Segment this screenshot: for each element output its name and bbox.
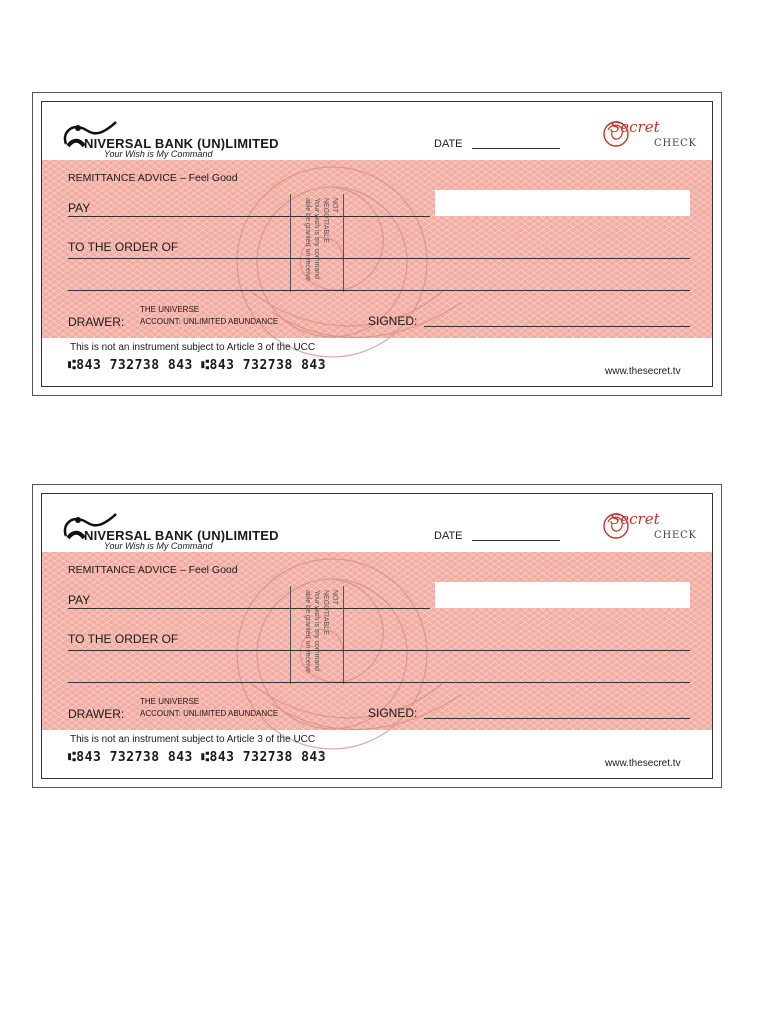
nn-line-3: Your wish is my command [313,590,320,672]
nn-line-1: NOT [331,590,338,605]
bank-name: NIVERSAL BANK (UN)LIMITED [84,136,279,151]
not-negotiable-text [303,590,339,682]
bank-name: NIVERSAL BANK (UN)LIMITED [84,528,279,543]
remittance-advice: REMITTANCE ADVICE – Feel Good [68,564,238,576]
brand-check-text: CHECK [654,530,697,541]
not-negotiable-box [290,586,344,684]
account-name: THE UNIVERSE [140,697,200,706]
micr-line: ⑆843 732738 843 ⑆843 732738 843 [68,750,327,765]
signature-line[interactable] [424,718,690,719]
check-2 [32,484,722,788]
amount-box[interactable] [435,582,690,608]
order-of-label: TO THE ORDER OF [68,240,179,254]
payee-line-2[interactable] [68,290,690,291]
bank-tagline: Your Wish is My Command [104,149,213,159]
disclaimer: This is not an instrument subject to Article 3 of the UCC [70,734,316,745]
not-negotiable-text [303,198,339,290]
nn-line-2: NEGOTIABLE [322,198,329,243]
date-field[interactable] [472,540,560,541]
brand-check-text: CHECK [654,138,697,149]
pay-label: PAY [68,593,91,607]
the-secret-logo [602,508,702,550]
micr-line: ⑆843 732738 843 ⑆843 732738 843 [68,358,327,373]
brand-secret-text: Secret [610,118,660,136]
drawer-label: DRAWER: [68,315,125,329]
brand-secret-text: Secret [610,510,660,528]
nn-line-4: able be granted on receive [304,590,311,673]
payee-line[interactable] [68,650,690,651]
date-label: DATE [434,530,463,542]
signed-label: SIGNED: [368,706,418,720]
amount-box[interactable] [435,190,690,216]
disclaimer: This is not an instrument subject to Article 3 of the UCC [70,342,316,353]
pay-line[interactable] [68,608,430,609]
the-secret-logo [602,116,702,158]
check-frame [41,493,713,779]
not-negotiable-box [290,194,344,292]
payee-line[interactable] [68,258,690,259]
date-label: DATE [434,138,463,150]
payee-line-2[interactable] [68,682,690,683]
pay-line[interactable] [68,216,430,217]
drawer-label: DRAWER: [68,707,125,721]
date-field[interactable] [472,148,560,149]
website: www.thesecret.tv [605,366,681,377]
pay-label: PAY [68,201,91,215]
bank-tagline: Your Wish is My Command [104,541,213,551]
check-frame [41,101,713,387]
nn-line-1: NOT [331,198,338,213]
account-name: THE UNIVERSE [140,305,200,314]
signed-label: SIGNED: [368,314,418,328]
account-detail: ACCOUNT: UNLIMITED ABUNDANCE [140,317,279,326]
check-1 [32,92,722,396]
nn-line-2: NEGOTIABLE [322,590,329,635]
nn-line-3: Your wish is my command [313,198,320,280]
account-detail: ACCOUNT: UNLIMITED ABUNDANCE [140,709,279,718]
signature-line[interactable] [424,326,690,327]
website: www.thesecret.tv [605,758,681,769]
remittance-advice: REMITTANCE ADVICE – Feel Good [68,172,238,184]
order-of-label: TO THE ORDER OF [68,632,179,646]
nn-line-4: able be granted on receive [304,198,311,281]
